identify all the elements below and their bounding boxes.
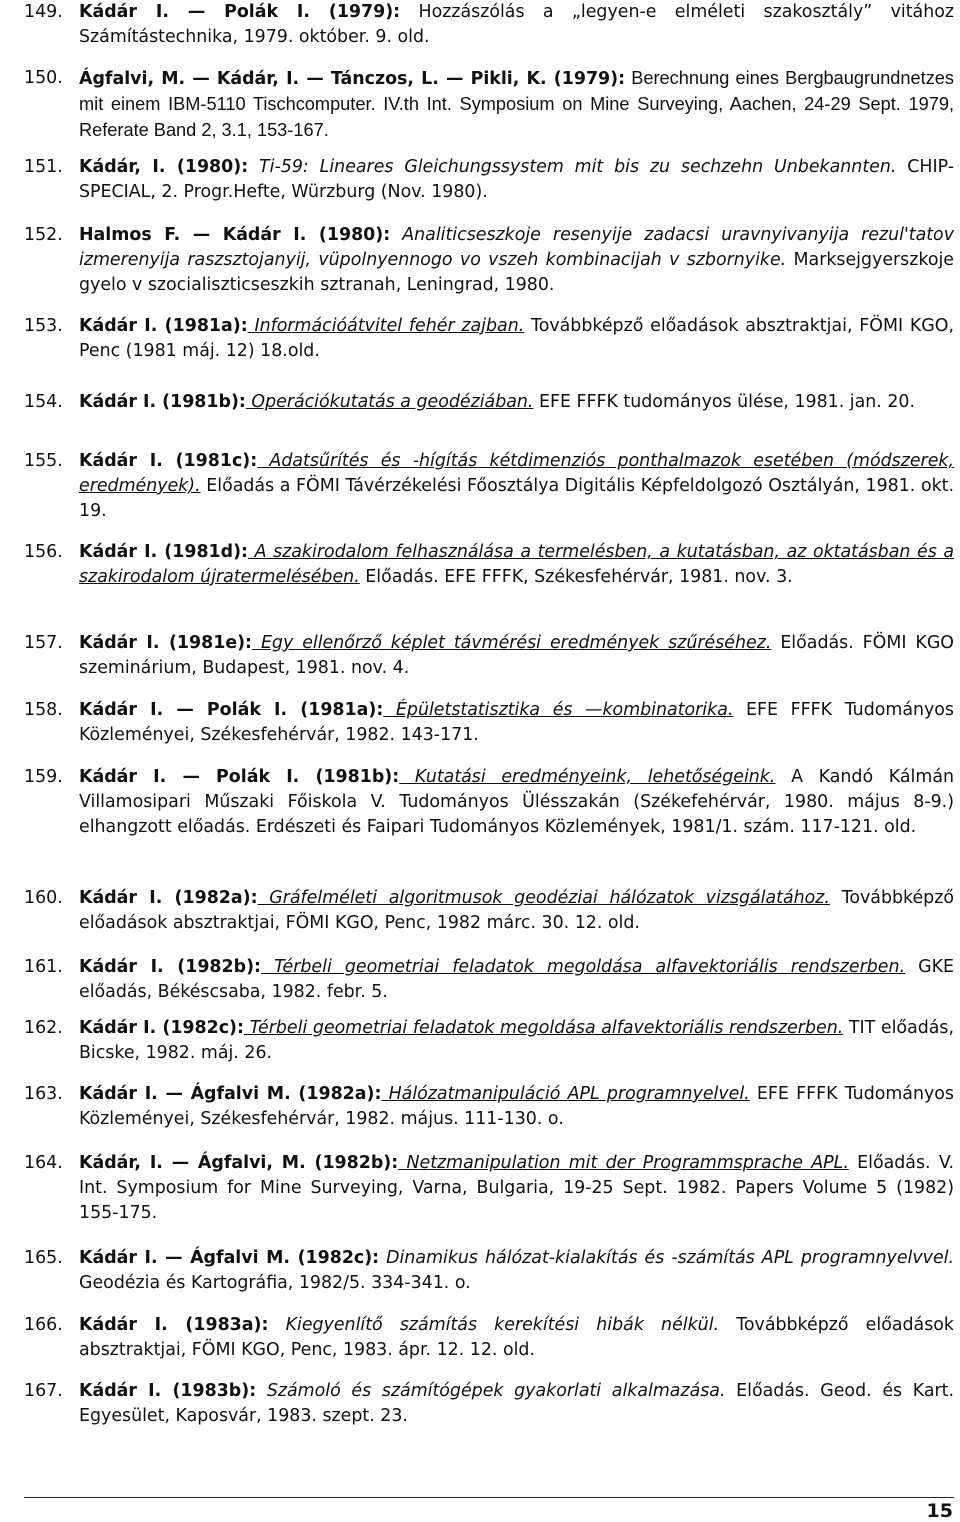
entry-text	[79, 314, 954, 364]
entry-number: 162.	[24, 1018, 63, 1038]
entry-title: A szakirodalom felhasználása a termelésben, a kutatásban, az oktatásban és a szakirodalom újratermelésében.	[79, 542, 955, 587]
entry-authors: Kádár I. — Polák I. (1979):	[79, 2, 401, 22]
entry-title: Analiticseszkoje resenyije zadacsi uravnyivanyija rezul'tatov izmerenyija raszsztojanyij, vüpolnyennogo vo vszeh kombinacijah v szbornyike.	[79, 225, 954, 270]
entry-source: Geodézia és Kartográfia, 1982/5. 334-341. o.	[79, 1273, 471, 1293]
entry-text	[79, 698, 954, 748]
entry-text	[79, 1379, 954, 1429]
entry-text	[79, 155, 954, 205]
entry-number: 150.	[24, 68, 63, 88]
entry-title: Épületstatisztika és —kombinatorika.	[383, 700, 734, 720]
entry-text	[79, 955, 954, 1005]
entry-authors: Kádár I. (1981d):	[79, 542, 248, 562]
entry-source: EFE FFFK tudományos ülése, 1981. jan. 20.	[533, 392, 915, 412]
entry-title: Egy ellenőrző képlet távmérési eredmények szűréséhez.	[252, 633, 772, 653]
entry-authors: Kádár I. (1981c):	[79, 451, 258, 471]
entry-title: Térbeli geometriai feladatok megoldása alfavektoriális rendszerben.	[243, 1018, 844, 1038]
entry-number: 166.	[24, 1315, 63, 1335]
entry-authors: Kádár I. (1981e):	[79, 633, 253, 653]
entry-source: Előadás. Geod. és Kart. Egyesület, Kaposvár, 1983. szept. 23.	[79, 1381, 955, 1426]
entry-authors: Halmos F. — Kádár I. (1980):	[79, 225, 391, 245]
entry-text	[79, 449, 954, 524]
entry-number: 153.	[24, 316, 63, 336]
entry-number: 152.	[24, 225, 63, 245]
entry-authors: Kádár I. (1983b):	[79, 1381, 257, 1401]
entry-source: Előadás. FÖMI KGO szeminárium, Budapest, 1981. nov. 4.	[79, 633, 954, 678]
entry-number: 149.	[24, 2, 63, 22]
entry-number: 157.	[24, 633, 63, 653]
footer-rule	[24, 1497, 954, 1498]
entry-text	[79, 540, 954, 590]
entry-authors: Kádár, I. (1980):	[79, 157, 249, 177]
entry-number: 161.	[24, 957, 63, 977]
entry-source: Továbbképző előadások absztraktjai, FÖMI KGO, Penc, 1982 márc. 30. 12. old.	[79, 888, 954, 933]
entry-number: 165.	[24, 1248, 63, 1268]
entry-source: GKE előadás, Békéscsaba, 1982. febr. 5.	[79, 957, 955, 1002]
entry-number: 158.	[24, 700, 63, 720]
page-number: 15	[926, 1500, 953, 1522]
entry-authors: Kádár I. (1981a):	[79, 316, 248, 336]
entry-source: EFE FFFK Tudományos Közleményei, Székesfehérvár, 1982. 143-171.	[79, 700, 954, 745]
entry-title: Netzmanipulation mit der Programmsprache APL.	[398, 1153, 849, 1173]
entry-number: 154.	[24, 392, 63, 412]
entry-text	[79, 66, 954, 144]
entry-title: Adatsűrítés és -hígítás kétdimenziós ponthalmazok esetében (módszerek, eredmények).	[79, 451, 954, 496]
entry-text	[79, 223, 954, 298]
entry-authors: Kádár I. (1981b):	[79, 392, 246, 412]
entry-text	[79, 1313, 954, 1363]
entry-title: Számoló és számítógépek gyakorlati alkalmazása.	[256, 1381, 726, 1401]
entry-details: Berechnung eines Bergbaugrundnetzes mit einem IBM-5110 Tischcomputer. IV.th Int. Symposium on Mine Surveying, Aachen, 24-29 Sept. 1979, Referate Band 2, 3.1, 153-167.	[79, 68, 955, 140]
entry-text	[79, 765, 954, 840]
entry-title: Kutatási eredményeink, lehetőségeink.	[399, 767, 776, 787]
entry-source: Marksejgyerszkoje gyelo v szocialiszticseszkih sztranah, Leningrad, 1980.	[79, 250, 954, 295]
entry-authors: Kádár I. (1983a):	[79, 1315, 269, 1335]
entry-title: Térbeli geometriai feladatok megoldása alfavektoriális rendszerben.	[260, 957, 906, 977]
entry-title: Ti-59: Lineares Gleichungssystem mit bis zu sechzehn Unbekannten.	[248, 157, 897, 177]
entry-title: Információátvitel fehér zajban.	[247, 316, 525, 336]
entry-authors: Ágfalvi, M. — Kádár, I. — Tánczos, L. — Pikli, K. (1979):	[79, 69, 626, 89]
entry-source: A Kandó Kálmán Villamosipari Műszaki Főiskola V. Tudományos Ülésszakán (Székefehérvár, 1980. május 8-9.) elhangzott előadás. Erdészeti és Faipari Tudományos Közlemények, 1981/1. szám. 117-121. old.	[79, 767, 954, 837]
entry-source: Hozzászólás a „legyen-e elméleti szakosztály” vitához Számítástechnika, 1979. október. 9. old.	[79, 2, 954, 47]
entry-authors: Kádár I. (1982a):	[79, 888, 258, 908]
entry-source: Továbbképző előadások absztraktjai, FÖMI KGO, Penc (1981 máj. 12) 18.old.	[79, 316, 954, 361]
entry-authors: Kádár, I. — Ágfalvi, M. (1982b):	[79, 1153, 399, 1173]
entry-number: 164.	[24, 1153, 63, 1173]
entry-text	[79, 631, 954, 681]
entry-text	[79, 886, 954, 936]
entry-text	[79, 1082, 954, 1132]
entry-title: Gráfelméleti algoritmusok geodéziai hálózatok vizsgálatához.	[257, 888, 830, 908]
entry-number: 159.	[24, 767, 63, 787]
entry-text	[79, 1016, 954, 1066]
entry-source: EFE FFFK Tudományos Közleményei, Székesfehérvár, 1982. május. 111-130. o.	[79, 1084, 954, 1129]
entry-number: 167.	[24, 1381, 63, 1401]
entry-title: Hálózatmanipuláció APL programnyelvel.	[381, 1084, 750, 1104]
entry-authors: Kádár I. — Ágfalvi M. (1982c):	[79, 1248, 380, 1268]
entry-source: Előadás. V. Int. Symposium for Mine Surveying, Varna, Bulgaria, 19-25 Sept. 1982. Papers Volume 5 (1982) 155-175.	[79, 1153, 955, 1223]
entry-number: 160.	[24, 888, 63, 908]
entry-authors: Kádár I. — Ágfalvi M. (1982a):	[79, 1084, 382, 1104]
entry-number: 151.	[24, 157, 63, 177]
entry-title: Dinamikus hálózat-kialakítás és -számítás APL programnyelvvel.	[379, 1248, 954, 1268]
entry-title: Kiegyenlítő számítás kerekítési hibák nélkül.	[268, 1315, 720, 1335]
entry-authors: Kádár I. — Polák I. (1981b):	[79, 767, 400, 787]
entry-authors: Kádár I. (1982c):	[79, 1018, 244, 1038]
entry-title: Operációkutatás a geodéziában.	[245, 392, 534, 412]
entry-source: Továbbképző előadások absztraktjai, FÖMI KGO, Penc, 1983. ápr. 12. 12. old.	[79, 1315, 954, 1360]
entry-number: 155.	[24, 451, 63, 471]
entry-text	[79, 0, 954, 50]
entry-text	[79, 390, 954, 415]
entry-source: TIT előadás, Bicske, 1982. máj. 26.	[79, 1018, 955, 1063]
entry-source: CHIP-SPECIAL, 2. Progr.Hefte, Würzburg (Nov. 1980).	[79, 157, 954, 202]
entry-text	[79, 1246, 954, 1296]
entry-authors: Kádár I. — Polák I. (1981a):	[79, 700, 384, 720]
entry-number: 156.	[24, 542, 63, 562]
entry-text	[79, 1151, 954, 1226]
entry-number: 163.	[24, 1084, 63, 1104]
entry-source: Előadás a FÖMI Távérzékelési Főosztálya Digitális Képfeldolgozó Osztályán, 1981. okt. 19.	[79, 476, 954, 521]
entry-authors: Kádár I. (1982b):	[79, 957, 261, 977]
entry-source: Előadás. EFE FFFK, Székesfehérvár, 1981. nov. 3.	[359, 567, 793, 587]
